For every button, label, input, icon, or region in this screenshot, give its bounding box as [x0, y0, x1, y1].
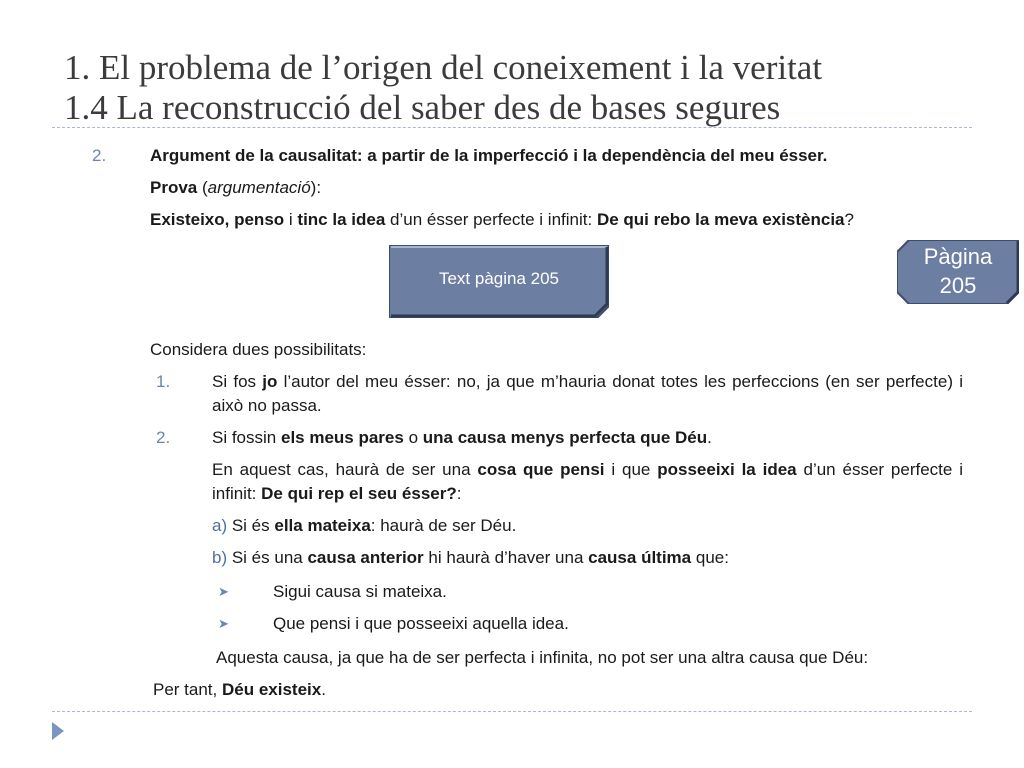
- bullet-arrow-icon: ➤: [218, 584, 229, 599]
- item-1-text: Si fos jo l’autor del meu ésser: no, ja que m’hauria donat totes les perfeccions (en ser perfecte) i això no passa.: [212, 372, 963, 415]
- sub-a: a) Si és ella mateixa: haurà de ser Déu.: [212, 516, 517, 535]
- footer-divider: [52, 711, 972, 712]
- prova-line: Prova (argumentació):: [150, 178, 322, 197]
- slide-title: [64, 48, 984, 128]
- text-page-button-label[interactable]: Text pàgina 205: [438, 269, 560, 288]
- bullet-arrow-icon: ➤: [218, 616, 229, 631]
- final-statement: Per tant, Déu existeix.: [153, 680, 326, 699]
- slide-marker-icon: [50, 720, 66, 742]
- sub-b: b) Si és una causa anterior hi haurà d’haver una causa última que:: [212, 548, 729, 567]
- conclusion-text: Aquesta causa, ja que ha de ser perfecta i infinita, no pot ser una altra causa que Déu:: [216, 648, 869, 667]
- title-line-2: 1.4 La reconstrucció del saber des de bases segures: [64, 88, 781, 127]
- title-divider: [52, 127, 972, 128]
- item-1-number: 1.: [156, 372, 171, 391]
- bullet-2: Que pensi i que posseeixi aquella idea.: [273, 614, 569, 633]
- possibilities-intro: Considera dues possibilitats:: [150, 340, 367, 359]
- page-tag-line-1[interactable]: Pàgina: [923, 244, 993, 269]
- item-2-number: 2.: [156, 428, 171, 447]
- page-tag-line-2[interactable]: 205: [939, 273, 977, 298]
- title-line-1: 1. El problema de l’origen del coneixement i la veritat: [64, 48, 823, 87]
- item-2-text: Si fossin els meus pares o una causa menys perfecta que Déu.: [212, 428, 712, 447]
- page-tag-label[interactable]: [897, 242, 1019, 300]
- point-number: 2.: [92, 146, 107, 165]
- question-line: Existeixo, penso i tinc la idea d’un ésser perfecte i infinit: De qui rebo la meva existència?: [150, 210, 854, 229]
- case-text: En aquest cas, haurà de ser una cosa que pensi i que posseeixi la idea d’un ésser perfecte i infinit: De qui rep el seu ésser?:: [212, 460, 963, 503]
- point-heading: Argument de la causalitat: a partir de la imperfecció i la dependència del meu ésser.: [150, 146, 828, 165]
- bullet-1: Sigui causa si mateixa.: [273, 582, 447, 601]
